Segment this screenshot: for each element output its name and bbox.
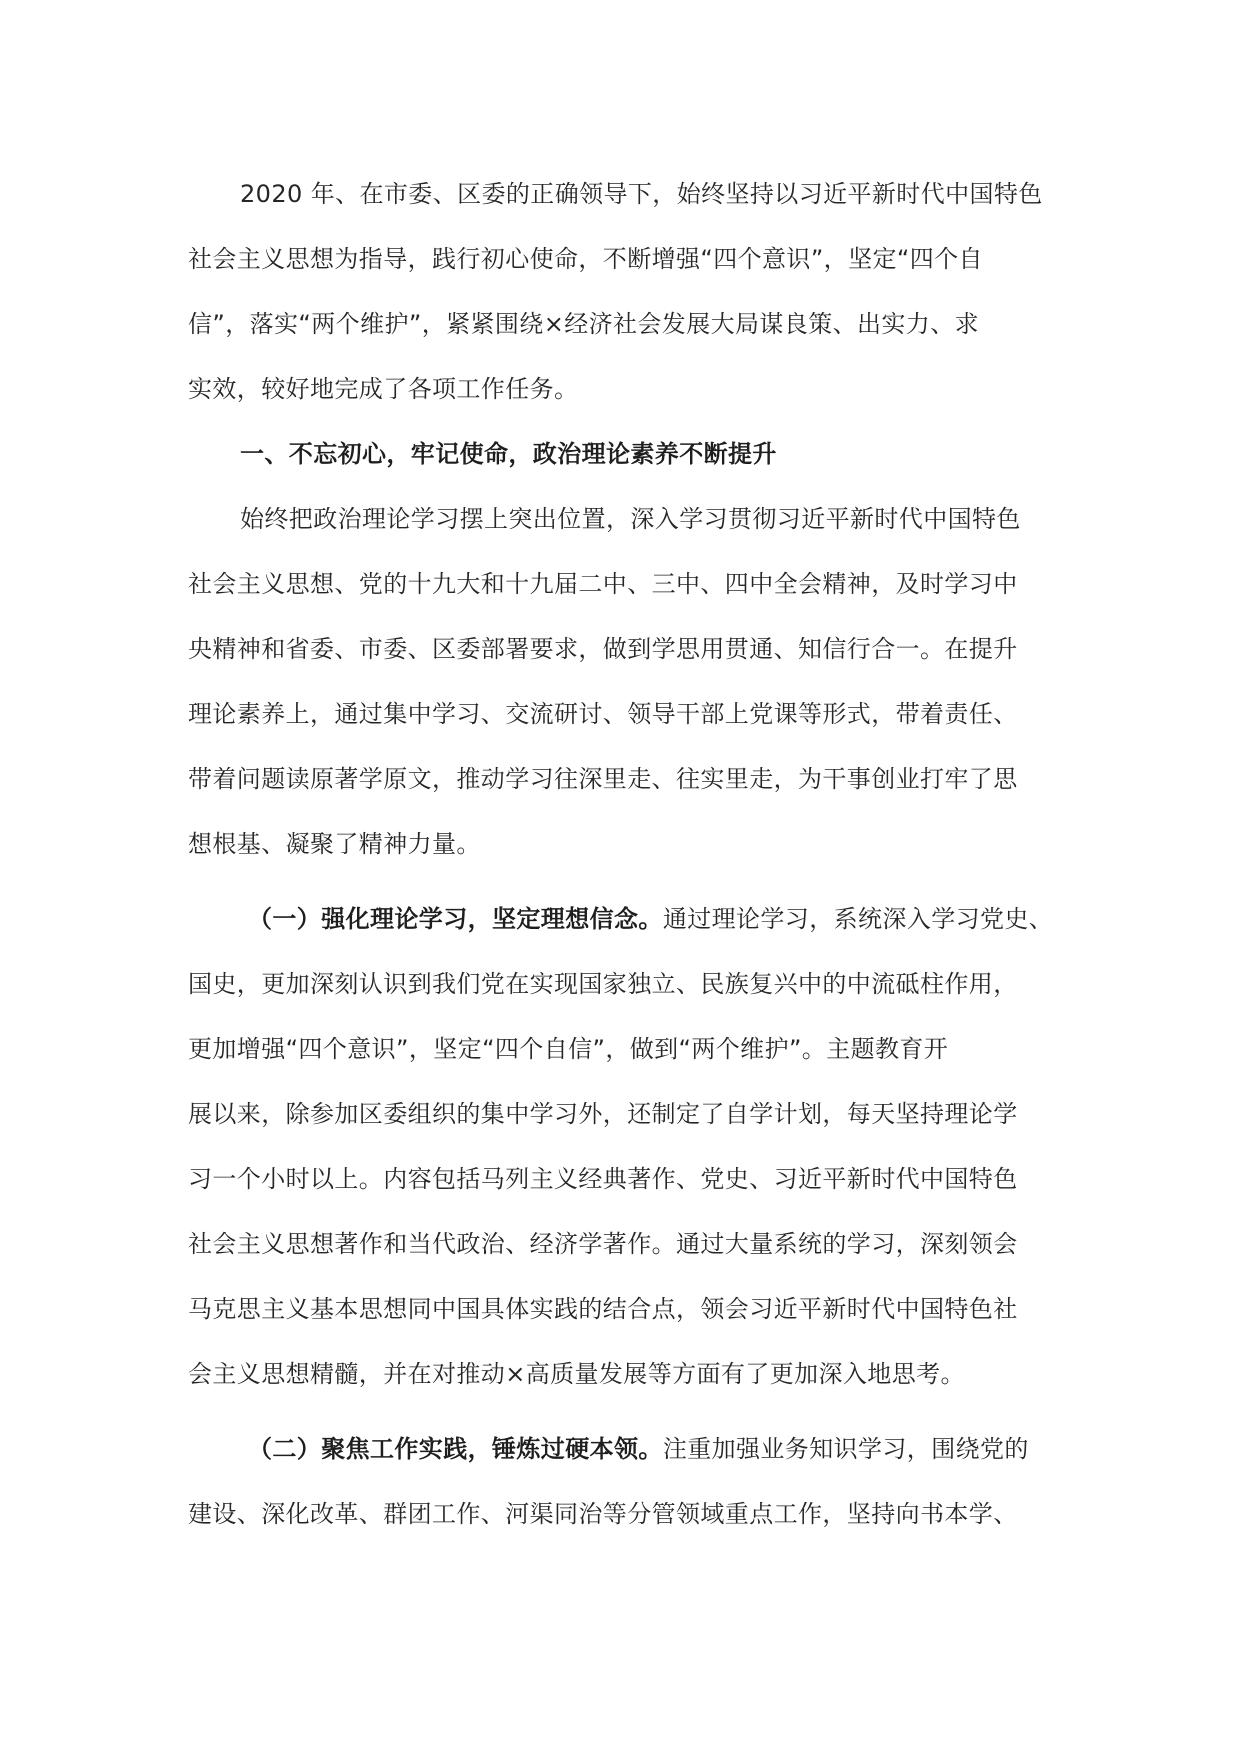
intro-line-1: 2020 年、在市委、区委的正确领导下，始终坚持以习近平新时代中国特色: [240, 180, 1043, 208]
sub2-title: （二）聚焦工作实践，锤炼过硬本领。: [248, 1435, 663, 1463]
sub1-body-line-4: 习一个小时以上。内容包括马列主义经典著作、党史、习近平新时代中国特色: [188, 1165, 1018, 1193]
sub1-body-line-5: 社会主义思想著作和当代政治、经济学著作。通过大量系统的学习，深刻领会: [188, 1230, 1018, 1258]
sub1-body-line-7: 会主义思想精髓，并在对推动×高质量发展等方面有了更加深入地思考。: [188, 1360, 965, 1388]
sub1-title: （一）强化理论学习，坚定理想信念。: [248, 905, 663, 933]
section1-heading: 一、不忘初心，牢记使命，政治理论素养不断提升: [240, 440, 777, 468]
sub1-body-line-6: 马克思主义基本思想同中国具体实践的结合点，领会习近平新时代中国特色社: [188, 1295, 1018, 1323]
section1-body-line-3: 央精神和省委、市委、区委部署要求，做到学思用贯通、知信行合一。在提升: [188, 635, 1018, 663]
sub2-first-rest: 注重加强业务知识学习，围绕党的: [662, 1435, 1029, 1463]
section1-body-line-5: 带着问题读原著学原文，推动学习往深里走、往实里走，为干事创业打牢了思: [188, 765, 1018, 793]
section1-body-line-2: 社会主义思想、党的十九大和十九届二中、三中、四中全会精神，及时学习中: [188, 570, 1018, 598]
sub1-first-rest: 通过理论学习，系统深入学习党史、: [662, 905, 1054, 933]
sub1-body-line-1: 国史，更加深刻认识到我们党在实现国家独立、民族复兴中的中流砥柱作用，: [188, 970, 1018, 998]
section1-body-line-6: 想根基、凝聚了精神力量。: [188, 830, 481, 858]
section1-body-line-4: 理论素养上，通过集中学习、交流研讨、领导干部上党课等形式，带着责任、: [188, 700, 1018, 728]
intro-line-3: 信”，落实“两个维护”，紧紧围绕×经济社会发展大局谋良策、出实力、求: [188, 310, 980, 338]
sub2-first-line: [188, 1417, 1064, 1482]
paragraph-gap: [188, 1407, 1064, 1417]
intro-line-4: 实效，较好地完成了各项工作任务。: [188, 375, 579, 403]
sub1-first-line: [188, 887, 1064, 952]
sub1-body-line-3: 展以来，除参加区委组织的集中学习外，还制定了自学计划，每天坚持理论学: [188, 1100, 1018, 1128]
paragraph-gap: [188, 877, 1064, 887]
sub2-body-line-1: 建设、深化改革、群团工作、河渠同治等分管领域重点工作，坚持向书本学、: [188, 1500, 1018, 1528]
document-page: [188, 162, 1064, 1547]
sub1-body-line-2: 更加增强“四个意识”，坚定“四个自信”，做到“两个维护”。主题教育开: [188, 1035, 949, 1063]
intro-line-2: 社会主义思想为指导，践行初心使命，不断增强“四个意识”，坚定“四个自: [188, 245, 983, 273]
section1-body-line-1: 始终把政治理论学习摆上突出位置，深入学习贯彻习近平新时代中国特色: [240, 505, 1021, 533]
